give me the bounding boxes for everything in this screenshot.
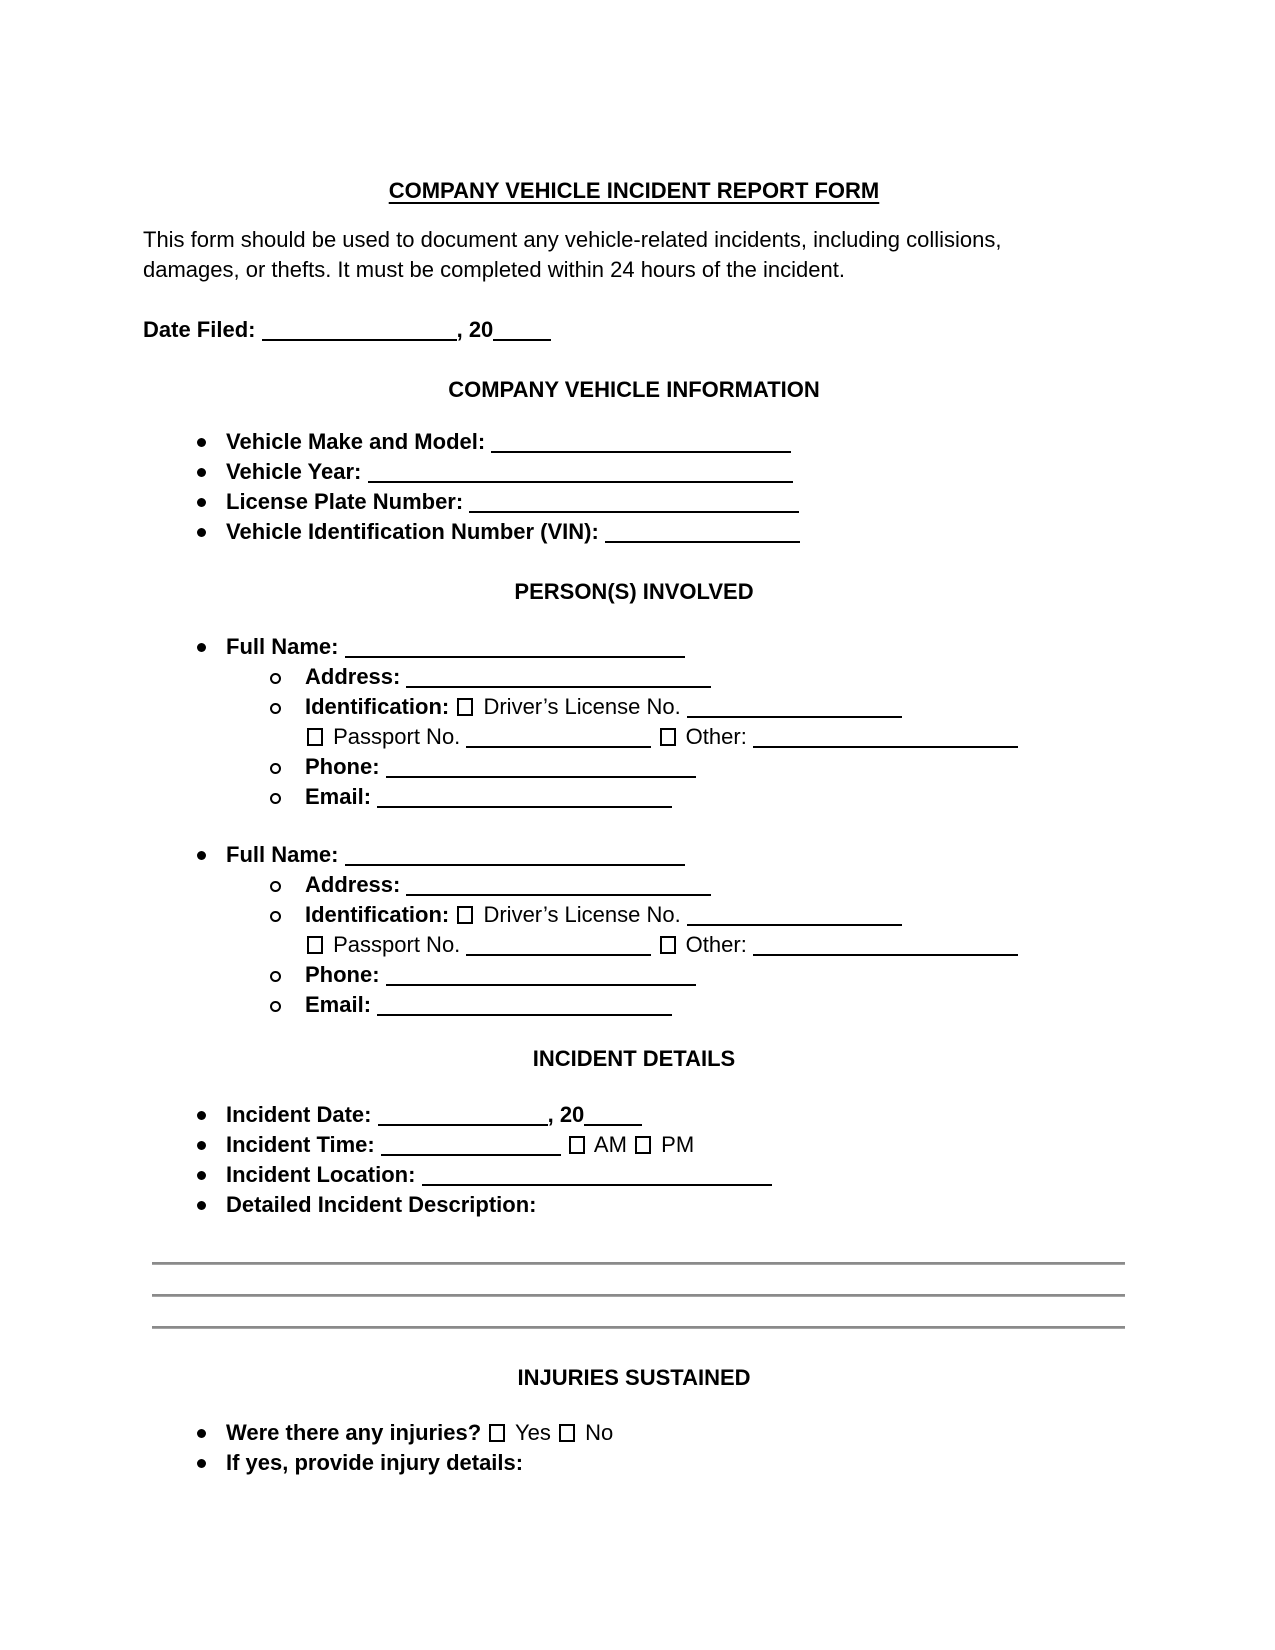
other-label: Other:: [685, 724, 747, 749]
date-filed-year-blank[interactable]: [493, 317, 551, 341]
section-heading-injuries: INJURIES SUSTAINED: [517, 1365, 751, 1390]
full-name-label: Full Name:: [226, 634, 339, 659]
form-row-full-name: [143, 632, 1125, 662]
form-row-identification: [143, 900, 1125, 930]
pm-checkbox[interactable]: [635, 1136, 651, 1154]
drivers-license-label: Driver’s License No.: [483, 694, 681, 719]
email-blank[interactable]: [377, 784, 672, 808]
form-row-passport-other: [143, 930, 1125, 960]
other-blank[interactable]: [753, 724, 1018, 748]
date-filed-row: [143, 315, 1125, 345]
description-line[interactable]: [152, 1294, 1125, 1297]
section-heading-vehicle-info: COMPANY VEHICLE INFORMATION: [448, 377, 820, 402]
form-row-vin: [143, 517, 1125, 547]
drivers-license-checkbox[interactable]: [457, 906, 473, 924]
person-block-2: [143, 840, 1125, 1020]
passport-blank[interactable]: [466, 724, 651, 748]
other-checkbox[interactable]: [660, 728, 676, 746]
passport-blank[interactable]: [466, 932, 651, 956]
other-checkbox[interactable]: [660, 936, 676, 954]
injuries-question-label: Were there any injuries?: [226, 1420, 482, 1445]
yes-checkbox[interactable]: [489, 1424, 505, 1442]
vin-label: Vehicle Identification Number (VIN):: [226, 519, 599, 544]
other-label: Other:: [685, 932, 747, 957]
phone-label: Phone:: [305, 754, 380, 779]
incident-time-blank[interactable]: [381, 1132, 561, 1156]
form-row-email: [143, 782, 1125, 812]
address-blank[interactable]: [406, 664, 711, 688]
vehicle-year-label: Vehicle Year:: [226, 459, 362, 484]
no-label: No: [585, 1420, 614, 1445]
license-plate-blank[interactable]: [469, 489, 799, 513]
form-row-incident-time: [143, 1130, 1125, 1160]
date-filed-blank[interactable]: [262, 317, 457, 341]
passport-checkbox[interactable]: [307, 728, 323, 746]
form-row-vehicle-make-model: [143, 427, 1125, 457]
license-plate-label: License Plate Number:: [226, 489, 464, 514]
form-row-phone: [143, 752, 1125, 782]
injuries-list: [143, 1418, 1125, 1478]
identification-label: Identification:: [305, 694, 450, 719]
form-row-incident-date: [143, 1100, 1125, 1130]
drivers-license-blank[interactable]: [687, 694, 902, 718]
am-checkbox[interactable]: [569, 1136, 585, 1154]
address-blank[interactable]: [406, 872, 711, 896]
form-row-phone: [143, 960, 1125, 990]
email-label: Email:: [305, 992, 372, 1017]
drivers-license-label: Driver’s License No.: [483, 902, 681, 927]
email-blank[interactable]: [377, 992, 672, 1016]
email-label: Email:: [305, 784, 372, 809]
drivers-license-checkbox[interactable]: [457, 698, 473, 716]
incident-description-label: Detailed Incident Description:: [226, 1192, 537, 1217]
form-row-injuries-question: [143, 1418, 1125, 1448]
intro-paragraph: [143, 225, 1125, 285]
full-name-blank[interactable]: [345, 842, 685, 866]
form-row-passport-other: [143, 722, 1125, 752]
description-write-lines: [152, 1262, 1125, 1329]
phone-blank[interactable]: [386, 962, 696, 986]
vin-blank[interactable]: [605, 519, 800, 543]
am-label: AM: [593, 1132, 627, 1157]
incident-date-year-blank[interactable]: [584, 1102, 642, 1126]
vehicle-year-blank[interactable]: [368, 459, 793, 483]
form-row-address: [143, 662, 1125, 692]
passport-label: Passport No.: [333, 932, 461, 957]
vehicle-make-model-label: Vehicle Make and Model:: [226, 429, 486, 454]
identification-label: Identification:: [305, 902, 450, 927]
description-line[interactable]: [152, 1326, 1125, 1329]
form-row-license-plate: [143, 487, 1125, 517]
no-checkbox[interactable]: [559, 1424, 575, 1442]
section-heading-persons: PERSON(S) INVOLVED: [514, 579, 754, 604]
form-row-email: [143, 990, 1125, 1020]
form-row-identification: [143, 692, 1125, 722]
passport-checkbox[interactable]: [307, 936, 323, 954]
vehicle-info-list: [143, 427, 1125, 547]
section-heading-incident: INCIDENT DETAILS: [532, 1046, 736, 1071]
form-row-incident-description: [143, 1190, 1125, 1220]
incident-date-blank[interactable]: [378, 1102, 548, 1126]
incident-location-label: Incident Location:: [226, 1162, 416, 1187]
other-blank[interactable]: [753, 932, 1018, 956]
drivers-license-blank[interactable]: [687, 902, 902, 926]
incident-time-label: Incident Time:: [226, 1132, 375, 1157]
incident-details-list: [143, 1100, 1125, 1220]
address-label: Address:: [305, 664, 401, 689]
incident-date-year-prefix: , 20: [547, 1102, 585, 1127]
form-row-injury-details: [143, 1448, 1125, 1478]
full-name-blank[interactable]: [345, 634, 685, 658]
incident-location-blank[interactable]: [422, 1162, 772, 1186]
date-filed-label: Date Filed:: [143, 317, 256, 342]
form-row-incident-location: [143, 1160, 1125, 1190]
date-filed-year-prefix: , 20: [456, 317, 494, 342]
person-block-1: [143, 632, 1125, 812]
pm-label: PM: [661, 1132, 695, 1157]
vehicle-make-model-blank[interactable]: [491, 429, 791, 453]
phone-blank[interactable]: [386, 754, 696, 778]
form-row-vehicle-year: [143, 457, 1125, 487]
description-line[interactable]: [152, 1262, 1125, 1265]
intro-line: damages, or thefts. It must be completed within 24 hours of the incident.: [143, 257, 845, 282]
page-title: COMPANY VEHICLE INCIDENT REPORT FORM: [388, 178, 880, 203]
yes-label: Yes: [514, 1420, 551, 1445]
passport-label: Passport No.: [333, 724, 461, 749]
full-name-label: Full Name:: [226, 842, 339, 867]
incident-date-label: Incident Date:: [226, 1102, 372, 1127]
injury-details-label: If yes, provide injury details:: [226, 1450, 524, 1475]
form-row-address: [143, 870, 1125, 900]
address-label: Address:: [305, 872, 401, 897]
form-row-full-name: [143, 840, 1125, 870]
phone-label: Phone:: [305, 962, 380, 987]
intro-line: This form should be used to document any vehicle-related incidents, including collisions,: [143, 227, 1002, 252]
